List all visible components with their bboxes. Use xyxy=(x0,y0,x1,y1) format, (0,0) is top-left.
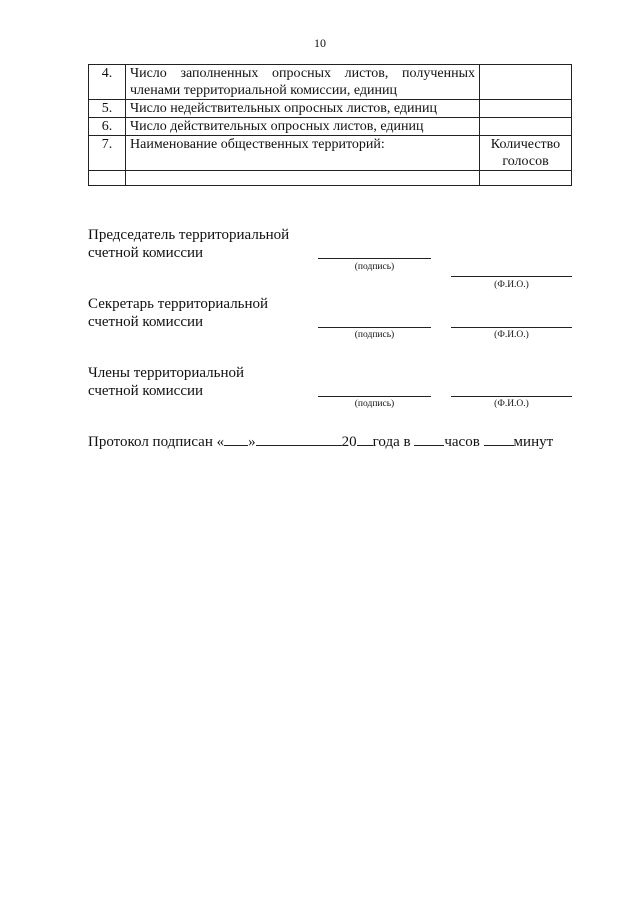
protocol-signed-line xyxy=(88,433,553,451)
row-value xyxy=(480,65,572,100)
minutes-label: минут xyxy=(513,434,554,450)
table-row xyxy=(89,136,572,171)
secretary-name-line xyxy=(451,327,572,328)
row-value xyxy=(480,100,572,118)
day-blank xyxy=(224,433,248,446)
year-suffix: года в xyxy=(372,434,411,450)
page-number: 10 xyxy=(314,36,326,50)
secretary-name-caption: (Ф.И.О.) xyxy=(494,330,529,340)
chairman-name-caption: (Ф.И.О.) xyxy=(494,280,529,290)
row-description: Число заполненных опросных листов, полученных членами территориальной комиссии, единиц xyxy=(126,65,480,100)
table-row xyxy=(89,118,572,136)
table-row xyxy=(89,100,572,118)
signed-quote-close: » xyxy=(248,434,256,450)
row-number: 7. xyxy=(89,136,126,171)
members-signature-caption: (подпись) xyxy=(354,399,395,409)
hours-blank xyxy=(414,433,444,446)
members-name-line xyxy=(451,396,572,397)
table-row xyxy=(89,65,572,100)
members-name-caption: (Ф.И.О.) xyxy=(494,399,529,409)
row-description: Наименование общественных территорий: xyxy=(126,136,480,171)
empty-cell xyxy=(480,171,572,186)
year-prefix: 20 xyxy=(341,434,357,450)
row-value xyxy=(480,118,572,136)
row-number: 4. xyxy=(89,65,126,100)
hours-label: часов xyxy=(444,434,480,450)
year-blank xyxy=(357,433,373,446)
signed-prefix: Протокол подписан « xyxy=(88,434,225,450)
chairman-signature-line xyxy=(318,258,431,259)
row-number: 5. xyxy=(89,100,126,118)
report-table xyxy=(88,64,572,186)
empty-cell xyxy=(126,171,480,186)
minutes-blank xyxy=(484,433,514,446)
members-title: Члены территориальной счетной комиссии xyxy=(88,365,245,399)
table-row-empty xyxy=(89,171,572,186)
members-signature-line xyxy=(318,396,431,397)
chairman-name-line xyxy=(451,276,572,277)
secretary-signature-line xyxy=(318,327,431,328)
secretary-title: Секретарь территориальной счетной комиссии xyxy=(88,296,269,330)
chairman-signature-caption: (подпись) xyxy=(354,262,395,272)
row-number: 6. xyxy=(89,118,126,136)
chairman-title: Председатель территориальной счетной комиссии xyxy=(88,227,290,261)
secretary-signature-caption: (подпись) xyxy=(354,330,395,340)
row-description: Число недействительных опросных листов, единиц xyxy=(126,100,480,118)
row-value: Количество голосов xyxy=(480,136,572,171)
empty-cell xyxy=(89,171,126,186)
month-blank xyxy=(256,433,342,446)
row-description: Число действительных опросных листов, единиц xyxy=(126,118,480,136)
